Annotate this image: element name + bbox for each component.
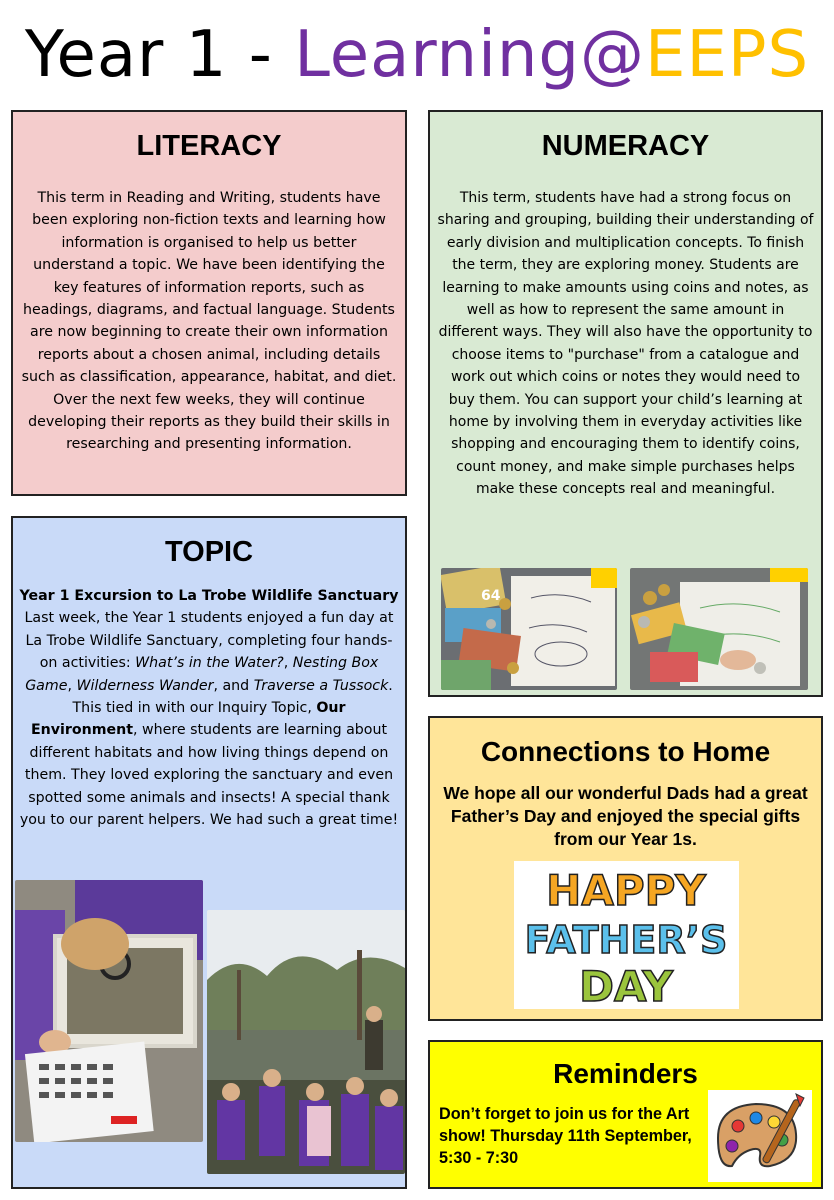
money-activity-photo-2 — [630, 568, 808, 690]
graphic-line-fathers: FATHER’S — [524, 918, 728, 962]
connections-panel — [428, 716, 823, 1021]
activity-4: Traverse a Tussock — [253, 677, 389, 694]
reminders-heading: Reminders — [553, 1058, 698, 1089]
literacy-heading: LITERACY — [136, 130, 282, 162]
art-show-reminder: Don’t forget to join us for the Art show! Thursday 11th September, 5:30 - 7:30 — [439, 1105, 692, 1167]
graphic-line-happy: HAPPY — [546, 866, 706, 915]
topic-panel — [11, 516, 407, 1189]
connections-heading: Connections to Home — [480, 736, 771, 767]
reminders-panel — [428, 1040, 823, 1189]
money-activity-photo-1 — [441, 568, 617, 690]
topic-heading: TOPIC — [164, 536, 254, 568]
paint-palette-icon — [708, 1090, 812, 1182]
literacy-panel — [11, 110, 407, 496]
numeracy-paragraph: This term, students have had a strong focus on sharing and grouping, building their understanding of early division and multiplication concepts. To finish the term, they are exploring money. Students are learning to make amounts using coins and notes, as well as how to represent the same amount in different ways. They will also have the opportunity to choose items to "purchase" from a catalogue and work out which coins or notes they would need to buy them. You can support your child’s learning at home by involving them in everyday activities like shopping and encouraging them to identify coins, count money, and make simple purchases helps make these concepts real and meaningful. — [437, 190, 814, 498]
topic-text-2: . This tied in with our Inquiry Topic, — [72, 677, 393, 717]
topic-paragraph — [13, 585, 405, 831]
sanctuary-photo — [207, 910, 405, 1174]
topic-sep-1: , — [283, 655, 293, 672]
title-eeps: EEPS — [645, 18, 810, 92]
topic-sep-3: , and — [213, 677, 254, 694]
activity-1: What’s in the Water? — [135, 655, 284, 672]
topic-text-3: , where students are learning about different habitats and how living things depend on them. They loved exploring the sanctuary and even spotted some animals and insects! A special thank you to our parent helpers. We had such a great time! — [19, 722, 399, 829]
topic-text-1: Last week, the Year 1 students enjoyed a fun day at La Trobe Wildlife Sanctuary, completing four hands-on activities: — [24, 610, 394, 672]
page-title — [0, 18, 834, 92]
graphic-line-day: DAY — [579, 962, 673, 1009]
fathers-day-graphic — [514, 861, 739, 1009]
water-activity-photo — [15, 880, 203, 1142]
excursion-title: Year 1 Excursion to La Trobe Wildlife Sanctuary — [19, 588, 399, 604]
numeracy-panel — [428, 110, 823, 697]
inquiry-topic: Our Environment — [30, 700, 346, 739]
topic-sep-2: , — [67, 677, 77, 694]
literacy-paragraph: This term in Reading and Writing, students have been exploring non-fiction texts and learning how information is organised to help us better understand a topic. We have been identifying the key features of information reports, such as headings, diagrams, and factual language. Students are now beginning to create their own information reports about a chosen animal, including details such as classification, appearance, habitat, and diet. Over the next few weeks, they will continue developing their reports as they build their skills in researching and presenting information. — [21, 190, 397, 453]
note-number: 64 — [481, 588, 501, 604]
title-year: Year 1 - — [24, 18, 295, 92]
activity-2: Nesting Box Game — [25, 655, 379, 694]
activity-3: Wilderness Wander — [76, 677, 214, 694]
fathers-day-message: We hope all our wonderful Dads had a great Father’s Day and enjoyed the special gifts from our Year 1s. — [443, 783, 808, 849]
numeracy-heading: NUMERACY — [541, 130, 710, 162]
title-learning: Learning@ — [294, 18, 646, 92]
